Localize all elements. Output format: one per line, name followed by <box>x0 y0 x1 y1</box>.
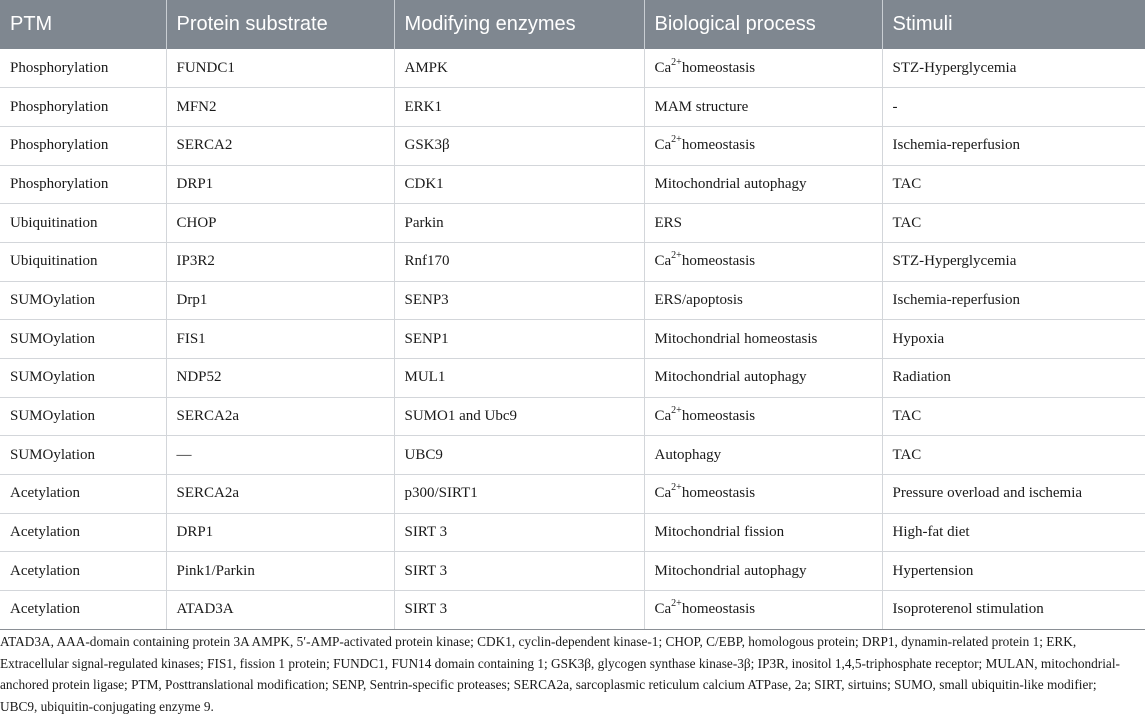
cell-modifying-enzyme: p300/SIRT1 <box>394 475 644 514</box>
table-row <box>0 281 1145 320</box>
cell-stimuli: Hypertension <box>882 552 1145 591</box>
cell-biological-process: ERS <box>644 204 882 243</box>
cell-stimuli: Hypoxia <box>882 320 1145 359</box>
cell-biological-process: $Ca^{2+}homeostasis$ <box>644 591 882 630</box>
table-row <box>0 513 1145 552</box>
cell-biological-process: Mitochondrial autophagy <box>644 165 882 204</box>
cell-stimuli: TAC <box>882 436 1145 475</box>
cell-modifying-enzyme: SUMO1 and Ubc9 <box>394 397 644 436</box>
table-header <box>0 0 1145 49</box>
table-row <box>0 126 1145 165</box>
cell-ptm: SUMOylation <box>0 397 166 436</box>
cell-biological-process: $Ca^{2+}homeostasis$ <box>644 126 882 165</box>
cell-ptm: Acetylation <box>0 552 166 591</box>
cell-protein-substrate: — <box>166 436 394 475</box>
cell-stimuli: High-fat diet <box>882 513 1145 552</box>
cell-protein-substrate: CHOP <box>166 204 394 243</box>
table-row <box>0 552 1145 591</box>
cell-biological-process: ERS/apoptosis <box>644 281 882 320</box>
cell-protein-substrate: DRP1 <box>166 513 394 552</box>
cell-ptm: SUMOylation <box>0 359 166 398</box>
table-row <box>0 204 1145 243</box>
cell-modifying-enzyme: AMPK <box>394 49 644 88</box>
cell-stimuli: STZ-Hyperglycemia <box>882 242 1145 281</box>
header-biological-process: Biological process <box>644 0 882 49</box>
table-body <box>0 49 1145 629</box>
cell-biological-process: Autophagy <box>644 436 882 475</box>
cell-modifying-enzyme: SENP3 <box>394 281 644 320</box>
cell-ptm: Acetylation <box>0 513 166 552</box>
cell-modifying-enzyme: Parkin <box>394 204 644 243</box>
cell-ptm: Ubiquitination <box>0 242 166 281</box>
cell-stimuli: Pressure overload and ischemia <box>882 475 1145 514</box>
cell-biological-process: Mitochondrial homeostasis <box>644 320 882 359</box>
cell-ptm: SUMOylation <box>0 436 166 475</box>
cell-modifying-enzyme: UBC9 <box>394 436 644 475</box>
header-stimuli: Stimuli <box>882 0 1145 49</box>
cell-biological-process: $Ca^{2+}homeostasis$ <box>644 49 882 88</box>
cell-modifying-enzyme: SIRT 3 <box>394 591 644 630</box>
table-row <box>0 359 1145 398</box>
cell-modifying-enzyme: SIRT 3 <box>394 552 644 591</box>
cell-modifying-enzyme: SIRT 3 <box>394 513 644 552</box>
cell-ptm: Phosphorylation <box>0 88 166 127</box>
cell-modifying-enzyme: CDK1 <box>394 165 644 204</box>
table-row <box>0 397 1145 436</box>
cell-protein-substrate: FUNDC1 <box>166 49 394 88</box>
cell-ptm: Phosphorylation <box>0 126 166 165</box>
cell-modifying-enzyme: ERK1 <box>394 88 644 127</box>
cell-modifying-enzyme: GSK3β <box>394 126 644 165</box>
cell-protein-substrate: Drp1 <box>166 281 394 320</box>
table-footnote: ATAD3A, AAA-domain containing protein 3A AMPK, 5′-AMP-activated protein kinase; CDK1, cyclin-dependent kinase-1; CHOP, C/EBP, homologous protein; DRP1, dynamin-related protein 1; ERK, Extracellular signal-regulated kinases; FIS1, fission 1 protein; FUNDC1, FUN14 domain containing 1; GSK3β, glycogen synthase kinase-3β; IP3R, inositol 1,4,5-triphosphate receptor; MULAN, mitochondrial-anchored protein ligase; PTM, Posttranslational modification; SENP, Sentrin-specific proteases; SERCA2a, sarcoplasmic reticulum calcium ATPase, 2a; SIRT, sirtuins; SUMO, small ubiquitin-like modifier; UBC9, ubiquitin-conjugating enzyme 9. <box>0 634 1120 714</box>
cell-modifying-enzyme: SENP1 <box>394 320 644 359</box>
table-row <box>0 49 1145 88</box>
cell-ptm: SUMOylation <box>0 281 166 320</box>
cell-ptm: Acetylation <box>0 591 166 630</box>
cell-biological-process: $Ca^{2+}homeostasis$ <box>644 242 882 281</box>
cell-protein-substrate: DRP1 <box>166 165 394 204</box>
cell-stimuli: Radiation <box>882 359 1145 398</box>
table-row <box>0 591 1145 630</box>
cell-ptm: Acetylation <box>0 475 166 514</box>
table-row <box>0 88 1145 127</box>
cell-stimuli: Isoproterenol stimulation <box>882 591 1145 630</box>
cell-stimuli: TAC <box>882 397 1145 436</box>
cell-ptm: SUMOylation <box>0 320 166 359</box>
cell-biological-process: Mitochondrial autophagy <box>644 552 882 591</box>
cell-stimuli: Ischemia-reperfusion <box>882 126 1145 165</box>
cell-modifying-enzyme: Rnf170 <box>394 242 644 281</box>
cell-stimuli: STZ-Hyperglycemia <box>882 49 1145 88</box>
cell-stimuli: TAC <box>882 165 1145 204</box>
cell-biological-process: MAM structure <box>644 88 882 127</box>
cell-protein-substrate: NDP52 <box>166 359 394 398</box>
cell-biological-process: Mitochondrial autophagy <box>644 359 882 398</box>
table-row <box>0 320 1145 359</box>
cell-biological-process: $Ca^{2+}homeostasis$ <box>644 475 882 514</box>
cell-modifying-enzyme: MUL1 <box>394 359 644 398</box>
cell-protein-substrate: IP3R2 <box>166 242 394 281</box>
cell-protein-substrate: FIS1 <box>166 320 394 359</box>
table-row <box>0 242 1145 281</box>
cell-protein-substrate: ATAD3A <box>166 591 394 630</box>
cell-protein-substrate: SERCA2 <box>166 126 394 165</box>
cell-ptm: Phosphorylation <box>0 49 166 88</box>
cell-biological-process: $Ca^{2+}homeostasis$ <box>644 397 882 436</box>
cell-protein-substrate: SERCA2a <box>166 397 394 436</box>
cell-ptm: Phosphorylation <box>0 165 166 204</box>
table-row <box>0 436 1145 475</box>
cell-ptm: Ubiquitination <box>0 204 166 243</box>
cell-protein-substrate: SERCA2a <box>166 475 394 514</box>
cell-stimuli: TAC <box>882 204 1145 243</box>
header-ptm: PTM <box>10 13 53 35</box>
header-protein-substrate: Protein substrate <box>166 0 394 49</box>
header-row <box>0 0 1145 49</box>
cell-biological-process: Mitochondrial fission <box>644 513 882 552</box>
table-row <box>0 475 1145 514</box>
table-row <box>0 165 1145 204</box>
cell-protein-substrate: Pink1/Parkin <box>166 552 394 591</box>
header-modifying-enzymes: Modifying enzymes <box>394 0 644 49</box>
cell-stimuli: - <box>882 88 1145 127</box>
cell-protein-substrate: MFN2 <box>166 88 394 127</box>
cell-stimuli: Ischemia-reperfusion <box>882 281 1145 320</box>
